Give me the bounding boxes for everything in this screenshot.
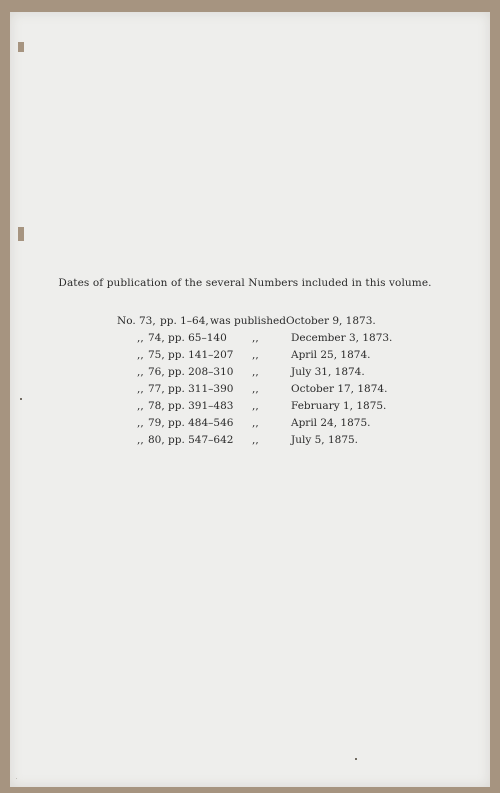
pages-label: pp. 208–310: [168, 366, 234, 378]
table-row: [10, 400, 490, 416]
ditto-mark: ,,: [252, 332, 259, 344]
publication-dates-section: [10, 277, 490, 446]
table-row: [10, 349, 490, 365]
ditto-mark: ,,: [252, 366, 259, 378]
scan-mark: ·: [16, 776, 18, 781]
publication-date: July 5, 1875.: [291, 434, 359, 446]
ditto-mark: ,,: [137, 332, 144, 344]
ink-speck: [355, 758, 357, 760]
publication-date: December 3, 1873.: [291, 332, 393, 344]
table-row: [10, 366, 490, 382]
table-row: [10, 383, 490, 399]
paper-sheet: [10, 12, 490, 787]
ditto-mark: ,,: [252, 417, 259, 429]
table-row: [10, 315, 490, 331]
pages-label: pp. 391–483: [168, 400, 234, 412]
publication-date: July 31, 1874.: [291, 366, 365, 378]
ditto-mark: ,,: [137, 434, 144, 446]
number-label: 75,: [148, 349, 165, 361]
published-verb: was published: [210, 315, 286, 327]
ditto-mark: ,,: [137, 383, 144, 395]
publication-date: October 9, 1873.: [286, 315, 376, 327]
ditto-mark: ,,: [137, 417, 144, 429]
number-label: No. 73,: [117, 315, 156, 327]
table-row: [10, 417, 490, 433]
ditto-mark: ,,: [252, 400, 259, 412]
pages-label: pp. 311–390: [168, 383, 234, 395]
ditto-mark: ,,: [137, 366, 144, 378]
table-row: [10, 332, 490, 348]
number-label: 77,: [148, 383, 165, 395]
number-label: 79,: [148, 417, 165, 429]
ditto-mark: ,,: [252, 434, 259, 446]
edge-tear: [18, 42, 24, 52]
pages-label: pp. 141–207: [168, 349, 234, 361]
number-label: 78,: [148, 400, 165, 412]
ditto-mark: ,,: [137, 400, 144, 412]
publication-date: October 17, 1874.: [291, 383, 388, 395]
publication-date: April 24, 1875.: [291, 417, 371, 429]
number-label: 76,: [148, 366, 165, 378]
pages-label: pp. 1–64,: [160, 315, 209, 327]
publication-date: April 25, 1874.: [291, 349, 371, 361]
pages-label: pp. 484–546: [168, 417, 234, 429]
pages-label: pp. 547–642: [168, 434, 234, 446]
publication-date: February 1, 1875.: [291, 400, 387, 412]
pages-label: pp. 65–140: [168, 332, 227, 344]
ditto-mark: ,,: [252, 349, 259, 361]
number-label: 74,: [148, 332, 165, 344]
number-label: 80,: [148, 434, 165, 446]
ditto-mark: ,,: [252, 383, 259, 395]
edge-tear: [18, 227, 24, 241]
section-heading: Dates of publication of the several Numbers included in this volume.: [58, 277, 432, 289]
table-row: [10, 434, 490, 450]
ditto-mark: ,,: [137, 349, 144, 361]
